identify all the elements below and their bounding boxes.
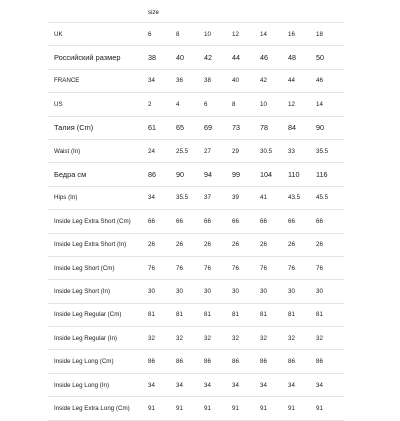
size-value-cell: 37 <box>204 186 232 209</box>
size-value-cell: 34 <box>176 373 204 396</box>
row-label: Inside Leg Short (Cm) <box>48 256 148 279</box>
size-value-cell: 34 <box>148 69 176 92</box>
table-row <box>48 303 344 326</box>
size-value-cell: 26 <box>148 233 176 256</box>
size-value-cell: 81 <box>288 303 316 326</box>
size-value-cell: 38 <box>204 69 232 92</box>
size-value-cell: 14 <box>260 23 288 46</box>
size-value-cell: 61 <box>148 116 176 139</box>
size-value-cell: 110 <box>288 163 316 186</box>
size-value-cell: 78 <box>260 116 288 139</box>
size-value-cell: 86 <box>316 350 344 373</box>
row-label: Бедра см <box>48 163 148 186</box>
size-value-cell: 27 <box>204 139 232 162</box>
row-label: Inside Leg Extra Long (Cm) <box>48 397 148 420</box>
size-value-cell: 34 <box>288 373 316 396</box>
size-value-cell: 24 <box>148 139 176 162</box>
row-label: Inside Leg Regular (Cm) <box>48 303 148 326</box>
table-row <box>48 327 344 350</box>
size-value-cell: 84 <box>288 116 316 139</box>
size-value-cell: 26 <box>316 233 344 256</box>
size-value-cell: 2 <box>148 93 176 116</box>
row-label: Inside Leg Extra Short (Cm) <box>48 210 148 233</box>
size-value-cell: 32 <box>260 327 288 350</box>
size-value-cell: 86 <box>176 350 204 373</box>
size-value-cell: 26 <box>232 233 260 256</box>
size-value-cell: 12 <box>232 23 260 46</box>
size-value-cell: 86 <box>148 350 176 373</box>
size-value-cell: 40 <box>232 69 260 92</box>
size-value-cell: 34 <box>148 186 176 209</box>
size-value-cell: 10 <box>204 23 232 46</box>
size-value-cell: 69 <box>204 116 232 139</box>
size-value-cell: 26 <box>204 233 232 256</box>
size-value-cell: 10 <box>260 93 288 116</box>
size-value-cell: 86 <box>148 163 176 186</box>
size-value-cell: 34 <box>232 373 260 396</box>
size-value-cell: 116 <box>316 163 344 186</box>
row-label: Талия (Cm) <box>48 116 148 139</box>
size-value-cell: 104 <box>260 163 288 186</box>
size-value-cell: 91 <box>148 397 176 420</box>
size-value-cell: 86 <box>288 350 316 373</box>
size-value-cell: 44 <box>288 69 316 92</box>
size-value-cell: 99 <box>232 163 260 186</box>
size-value-cell: 50 <box>316 46 344 69</box>
size-value-cell: 81 <box>232 303 260 326</box>
size-value-cell: 35.5 <box>176 186 204 209</box>
size-value-cell: 34 <box>204 373 232 396</box>
size-value-cell: 94 <box>204 163 232 186</box>
size-value-cell: 34 <box>148 373 176 396</box>
header-empty-cell <box>48 3 148 23</box>
size-value-cell: 6 <box>204 93 232 116</box>
size-value-cell: 29 <box>232 139 260 162</box>
table-row <box>48 46 344 69</box>
size-value-cell: 26 <box>260 233 288 256</box>
size-value-cell: 76 <box>316 256 344 279</box>
size-value-cell: 32 <box>176 327 204 350</box>
row-label: Inside Leg Long (In) <box>48 373 148 396</box>
size-value-cell: 33 <box>288 139 316 162</box>
size-value-cell: 12 <box>288 93 316 116</box>
size-value-cell: 76 <box>148 256 176 279</box>
size-value-cell: 66 <box>260 210 288 233</box>
size-value-cell: 32 <box>232 327 260 350</box>
size-value-cell: 30 <box>316 280 344 303</box>
size-value-cell: 30 <box>176 280 204 303</box>
row-label: Inside Leg Short (In) <box>48 280 148 303</box>
size-value-cell: 16 <box>288 23 316 46</box>
size-value-cell: 32 <box>204 327 232 350</box>
size-value-cell: 35.5 <box>316 139 344 162</box>
size-value-cell: 81 <box>316 303 344 326</box>
size-value-cell: 90 <box>176 163 204 186</box>
row-label: Inside Leg Extra Short (In) <box>48 233 148 256</box>
size-value-cell: 34 <box>260 373 288 396</box>
table-row <box>48 397 344 420</box>
size-value-cell: 76 <box>232 256 260 279</box>
size-header-label: size <box>148 3 344 23</box>
size-value-cell: 81 <box>148 303 176 326</box>
size-value-cell: 91 <box>260 397 288 420</box>
size-value-cell: 30 <box>260 280 288 303</box>
size-value-cell: 73 <box>232 116 260 139</box>
size-table-body <box>48 3 344 420</box>
size-value-cell: 76 <box>176 256 204 279</box>
header-row <box>48 3 344 23</box>
size-value-cell: 66 <box>316 210 344 233</box>
row-label: Inside Leg Regular (In) <box>48 327 148 350</box>
size-value-cell: 91 <box>232 397 260 420</box>
size-value-cell: 30.5 <box>260 139 288 162</box>
size-value-cell: 76 <box>260 256 288 279</box>
size-value-cell: 66 <box>148 210 176 233</box>
size-value-cell: 45.5 <box>316 186 344 209</box>
table-row <box>48 186 344 209</box>
size-value-cell: 6 <box>148 23 176 46</box>
size-value-cell: 66 <box>204 210 232 233</box>
size-value-cell: 25.5 <box>176 139 204 162</box>
size-value-cell: 48 <box>288 46 316 69</box>
table-row <box>48 233 344 256</box>
row-label: Inside Leg Long (Cm) <box>48 350 148 373</box>
size-value-cell: 81 <box>260 303 288 326</box>
size-value-cell: 46 <box>316 69 344 92</box>
size-value-cell: 86 <box>232 350 260 373</box>
size-value-cell: 32 <box>316 327 344 350</box>
table-row <box>48 350 344 373</box>
row-label: UK <box>48 23 148 46</box>
size-table <box>48 3 344 421</box>
size-value-cell: 81 <box>204 303 232 326</box>
table-row <box>48 256 344 279</box>
size-value-cell: 42 <box>204 46 232 69</box>
size-value-cell: 86 <box>260 350 288 373</box>
table-row <box>48 373 344 396</box>
table-row <box>48 116 344 139</box>
row-label: US <box>48 93 148 116</box>
table-row <box>48 163 344 186</box>
size-value-cell: 30 <box>232 280 260 303</box>
size-value-cell: 42 <box>260 69 288 92</box>
table-row <box>48 23 344 46</box>
size-value-cell: 26 <box>176 233 204 256</box>
size-value-cell: 34 <box>316 373 344 396</box>
size-value-cell: 86 <box>204 350 232 373</box>
row-label: Hips (In) <box>48 186 148 209</box>
size-value-cell: 18 <box>316 23 344 46</box>
size-value-cell: 32 <box>288 327 316 350</box>
size-value-cell: 40 <box>176 46 204 69</box>
size-chart <box>48 3 344 412</box>
size-value-cell: 43.5 <box>288 186 316 209</box>
row-label: FRANCE <box>48 69 148 92</box>
size-value-cell: 30 <box>148 280 176 303</box>
size-value-cell: 30 <box>288 280 316 303</box>
size-value-cell: 26 <box>288 233 316 256</box>
size-value-cell: 14 <box>316 93 344 116</box>
size-value-cell: 8 <box>232 93 260 116</box>
size-value-cell: 30 <box>204 280 232 303</box>
row-label: Российский размер <box>48 46 148 69</box>
table-row <box>48 93 344 116</box>
size-value-cell: 91 <box>204 397 232 420</box>
size-value-cell: 44 <box>232 46 260 69</box>
table-row <box>48 280 344 303</box>
size-value-cell: 81 <box>176 303 204 326</box>
row-label: Waist (In) <box>48 139 148 162</box>
size-value-cell: 66 <box>288 210 316 233</box>
size-value-cell: 76 <box>288 256 316 279</box>
table-row <box>48 139 344 162</box>
size-value-cell: 90 <box>316 116 344 139</box>
size-value-cell: 66 <box>232 210 260 233</box>
size-value-cell: 4 <box>176 93 204 116</box>
size-value-cell: 8 <box>176 23 204 46</box>
size-value-cell: 76 <box>204 256 232 279</box>
size-value-cell: 39 <box>232 186 260 209</box>
size-value-cell: 36 <box>176 69 204 92</box>
size-value-cell: 66 <box>176 210 204 233</box>
table-row <box>48 210 344 233</box>
size-value-cell: 41 <box>260 186 288 209</box>
table-row <box>48 69 344 92</box>
size-value-cell: 91 <box>288 397 316 420</box>
size-value-cell: 38 <box>148 46 176 69</box>
size-value-cell: 91 <box>316 397 344 420</box>
size-value-cell: 65 <box>176 116 204 139</box>
size-value-cell: 46 <box>260 46 288 69</box>
size-value-cell: 91 <box>176 397 204 420</box>
size-value-cell: 32 <box>148 327 176 350</box>
